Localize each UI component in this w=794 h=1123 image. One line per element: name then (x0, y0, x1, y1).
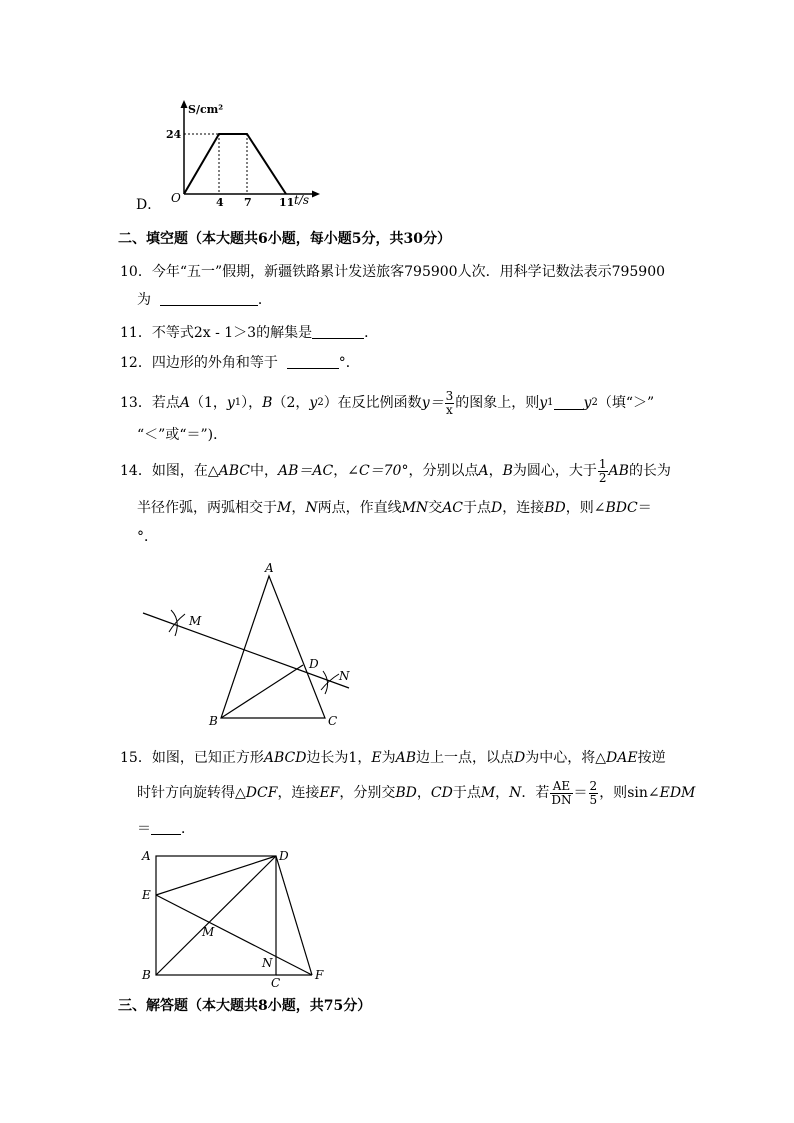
x-axis-arrow (312, 191, 320, 198)
q12: 12．四边形的外角和等于 °． (120, 355, 360, 371)
q15-answer-blank[interactable] (151, 822, 181, 835)
x-tick-4: 4 (216, 196, 224, 209)
q10-line1: 10．今年“五一”假期，新疆铁路累计发送旅客795900人次．用科学记数法表示795900 (120, 264, 666, 280)
label-c: C (271, 976, 281, 990)
section3-title: 三、解答题（本大题共8小题，共75分） (118, 998, 372, 1014)
q10-answer-blank[interactable] (160, 293, 258, 306)
label-e: E (142, 888, 151, 902)
graph-line (184, 134, 286, 194)
label-n: N (262, 956, 273, 970)
q14-line3: °． (137, 529, 158, 545)
label-m: M (202, 925, 215, 939)
label-n: N (339, 669, 350, 683)
label-f: F (315, 968, 324, 982)
q15-line2: 时针方向旋转得△ DCF ，连接 EF ，分别交 BD ， CD 于点 M ， N ．若 $\frac{AE}{DN}$ ＝ $\frac{2}{5}$ ，则 sin∠ EDM (137, 778, 696, 807)
q14-line2: 半径作弧，两弧相交于M，N两点，作直线MN交AC于点D，连接BD，则∠BDC＝ (137, 500, 652, 516)
q15-figure (138, 845, 338, 990)
ylabel: S/cm² (188, 103, 224, 116)
q14-figure (135, 558, 365, 730)
q15-ratio-fraction: $\frac{AE}{DN}$ (551, 778, 572, 807)
x-tick-11: 11 (279, 196, 295, 209)
segment-bd (156, 856, 276, 975)
label-d: D (279, 849, 289, 863)
label-d: D (309, 657, 319, 671)
option-d-label: D． (136, 197, 162, 213)
y-axis-arrow (181, 100, 188, 108)
segment-de (156, 856, 276, 895)
q14-line1: 14．如图，在△ ABC 中， AB＝AC ，∠ C＝70° ，分别以点 A ， B 为圆心，大于 $\frac{1}{2}$ AB 的长为 (120, 456, 671, 485)
origin-label: O (171, 191, 181, 205)
segment-bd (221, 665, 303, 718)
x-tick-7: 7 (244, 196, 252, 209)
label-b: B (142, 968, 151, 982)
label-a: A (142, 849, 151, 863)
section2-title: 二、填空题（本大题共6小题，每小题5分，共30分） (118, 231, 451, 247)
arc-n2 (321, 674, 339, 690)
q11-answer-blank[interactable] (312, 326, 364, 339)
q11: 11．不等式2x - 1＞3的解集是 ． (120, 325, 379, 341)
q13-answer-blank[interactable] (554, 397, 584, 410)
q15-line1: 15．如图，已知正方形ABCD边长为1，E为AB边上一点，以点D为中心，将△DAE按逆 (120, 750, 666, 766)
xlabel: t/s (294, 193, 310, 207)
segment-df (276, 856, 312, 975)
label-a: A (265, 561, 274, 575)
q13-fraction: $\frac{3}{x}$ (445, 388, 454, 417)
q10-line2: 为 ． (137, 292, 272, 308)
label-c: C (328, 714, 338, 728)
segment-ef (156, 895, 312, 975)
label-m: M (189, 614, 202, 628)
y-tick-24: 24 (166, 128, 182, 141)
q15-line3: ＝ ． (137, 821, 195, 837)
q13-line2: “＜”或“＝”)． (137, 427, 228, 443)
q14-half-fraction: $\frac{1}{2}$ (598, 456, 607, 485)
q15-value-fraction: $\frac{2}{5}$ (589, 778, 598, 807)
q12-answer-blank[interactable] (287, 356, 339, 369)
arc-n (323, 671, 328, 694)
label-b: B (209, 714, 218, 728)
q13-line1: 13．若点 A （1， y 1 ）， B （2， y 2 ）在反比例函数 y＝ $\frac{3}{x}$ 的图象上，则 y 1 y 2 （填“＞” (120, 388, 655, 417)
